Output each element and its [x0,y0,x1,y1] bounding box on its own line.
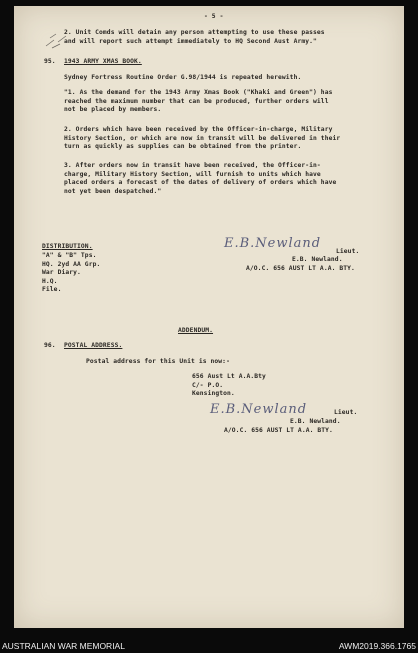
signature-1: E.B.Newland [224,236,322,251]
signature-2-title: A/O.C. 656 AUST LT A.A. BTY. [224,427,333,434]
item-95-number: 95. [44,58,56,65]
item-95-paragraph-1: "1. As the demand for the 1943 Army Xmas Book ("Khaki and Green") has reached the maximum number that can be produced, further orders will not be placed by members. [64,89,333,114]
postal-address: 656 Aust Lt A.A.Bty C/- P.O. Kensington. [192,373,266,398]
signature-1-title: A/O.C. 656 AUST LT A.A. BTY. [246,265,355,272]
signature-1-rank: Lieut. [336,248,360,255]
document-page [14,6,404,628]
page-number: - 5 - [204,13,224,20]
addendum-heading: ADDENDUM. [178,327,214,334]
item-95-intro: Sydney Fortress Routine Order G.98/1944 is repeated herewith. [64,74,302,81]
signature-1-name: E.B. Newland. [292,256,343,263]
archive-footer [0,638,418,653]
postal-intro: Postal address for this Unit is now:- [86,358,230,365]
item-96-number: 96. [44,342,56,349]
signature-2-name: E.B. Newland. [290,418,341,425]
item-96-heading: POSTAL ADDRESS. [64,342,123,349]
item-95-heading: 1943 ARMY XMAS BOOK. [64,58,142,65]
paragraph-2-continued: 2. Unit Comds will detain any person attempting to use these passes and will report such attempt immediately to HQ Second Aust Army." [64,29,325,45]
item-95-paragraph-2: 2. Orders which have been received by the Officer-in-charge, Military History Section, or which are now in transit will be delivered in their turn as quickly as supplies can be obtained from the printer. [64,126,341,151]
distribution-list: "A" & "B" Tps. HQ. 2yd AA Grp. War Diary. H.Q. File. [42,252,101,294]
footer-accession-number: AWM2019.366.1765 [338,641,416,651]
footer-institution: AUSTRALIAN WAR MEMORIAL [2,641,125,651]
distribution-heading: DISTRIBUTION. [42,243,93,250]
item-95-paragraph-3: 3. After orders now in transit have been received, the Officer-in- charge, Military History Section, will furnish to units which have placed orders a forecast of the dates of delivery of orders which have not yet been despatched." [64,162,337,195]
signature-2-rank: Lieut. [334,409,358,416]
signature-2: E.B.Newland [210,402,308,417]
